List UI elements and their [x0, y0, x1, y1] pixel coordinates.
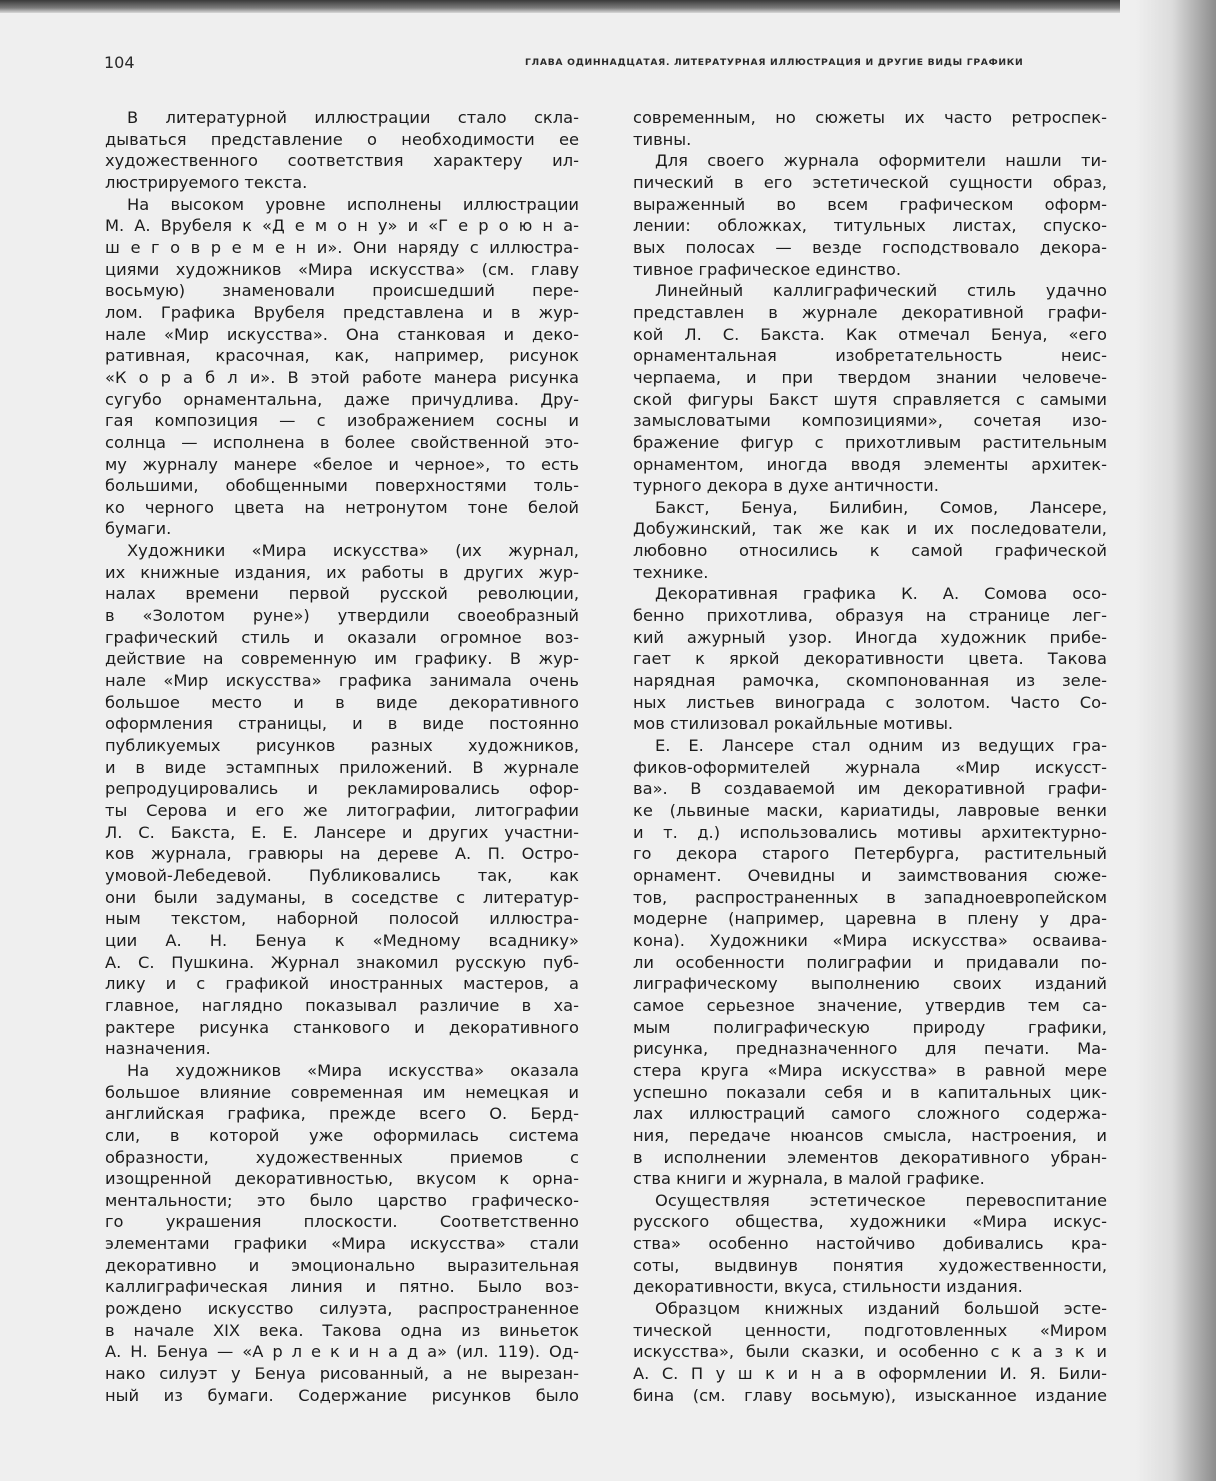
- text-line: представлен в журнале декоративной графи-: [633, 302, 1107, 322]
- text-line: умовой-Лебедевой. Публиковались так, как: [105, 865, 579, 885]
- text-line: На художников «Мира искусства» оказала: [127, 1060, 579, 1080]
- text-line: большими, обобщенными поверхностями толь-: [105, 476, 579, 496]
- text-line: Осуществляя эстетическое перевоспитание: [655, 1190, 1107, 1210]
- text-line: английская графика, прежде всего О. Берд-: [105, 1104, 579, 1124]
- page-edge-shadow: [1136, 0, 1216, 1481]
- text-line: ментальности; это было царство графическо-: [105, 1190, 579, 1210]
- text-line: графический стиль и оказали огромное воз-: [105, 627, 579, 647]
- text-line: любовно относились к самой графической: [633, 541, 1107, 561]
- text-line: сугубо орнаментальна, даже причудлива. Дру-: [105, 389, 579, 409]
- text-line: орнамент. Очевидны и заимствования сюже-: [633, 865, 1107, 885]
- text-line: и в виде эстампных приложений. В журнале: [105, 757, 579, 777]
- text-line: орнаментальная изобретательность неис-: [633, 346, 1107, 366]
- text-line: турного декора в духе античности.: [633, 476, 939, 496]
- text-line: орнаментом, иногда вводя элементы архитек-: [633, 454, 1107, 474]
- text-line: вых полосах — везде господствовало декора-: [633, 237, 1107, 257]
- text-line: бенно прихотлива, образуя на странице лег-: [633, 606, 1107, 626]
- text-line: ния, передаче нюансов смысла, настроения, и: [633, 1125, 1107, 1145]
- text-line: кий ажурный узор. Иногда художник прибе-: [633, 627, 1107, 647]
- text-line: искусства», были сказки, и особенно с к а з к и: [633, 1342, 1107, 1362]
- text-line: кона). Художники «Мира искусства» осваива-: [633, 930, 1107, 950]
- text-line: ративная, красочная, как, например, рисунок: [105, 346, 579, 366]
- text-line: ке (львиные маски, кариатиды, лавровые венки: [633, 801, 1107, 820]
- text-line: ты Серова и его же литографии, литографии: [105, 801, 579, 820]
- text-line: гает к яркой декоративности цвета. Такова: [633, 649, 1107, 669]
- text-line: ных листьев винограда с золотом. Часто Со-: [633, 692, 1107, 712]
- text-line: гая композиция — с изображением сосны и: [105, 411, 579, 431]
- text-line: действие на современную им графику. В жур-: [105, 649, 579, 669]
- text-line: На высоком уровне исполнены иллюстрации: [127, 194, 579, 214]
- text-line: самое серьезное значение, утвердив тем са-: [633, 995, 1107, 1015]
- text-line: ской фигуры Бакст шутя справляется с самыми: [633, 389, 1107, 409]
- text-line: А. С. Пушкина. Журнал знакомил русскую пуб-: [105, 952, 579, 972]
- text-line: лиграфическому выполнению своих изданий: [633, 974, 1107, 994]
- text-line: назначения.: [105, 1039, 211, 1059]
- text-line: в «Золотом руне») утвердили своеобразный: [105, 606, 579, 626]
- text-line: декоративности, вкуса, стильности издания.: [633, 1277, 1023, 1297]
- text-line: солнца — исполнена в более свойственной это-: [105, 432, 579, 452]
- text-line: налах времени первой русской революции,: [105, 584, 579, 604]
- text-line: Образцом книжных изданий большой эсте-: [655, 1299, 1107, 1319]
- text-line: Л. С. Бакста, Е. Е. Лансере и других участни-: [105, 822, 579, 842]
- text-line: ный из бумаги. Содержание рисунков было: [105, 1385, 579, 1405]
- text-line: большое место и в виде декоративного: [105, 692, 579, 712]
- text-line: технике.: [633, 562, 709, 582]
- text-line: А. С. П у ш к и н а в оформлении И. Я. Били-: [633, 1364, 1107, 1384]
- text-line: тической ценности, подготовленных «Миром: [633, 1320, 1107, 1340]
- text-line: бражение фигур с прихотливым растительным: [633, 432, 1107, 452]
- text-line: пический в его эстетической сущности образ,: [633, 172, 1107, 192]
- text-line: публикуемых рисунков разных художников,: [105, 736, 579, 756]
- text-line: Художники «Мира искусства» (их журнал,: [127, 541, 579, 561]
- text-line: лом. Графика Врубеля представлена и в жур-: [105, 302, 579, 322]
- text-line: оформления страницы, и в виде постоянно: [105, 714, 579, 734]
- text-line: ко черного цвета на нетронутом тоне белой: [105, 497, 579, 517]
- page-number: 104: [104, 53, 135, 72]
- text-line: мов стилизовал рокайльные мотивы.: [633, 714, 954, 734]
- text-line: нале «Мир искусства». Она станковая и деко-: [105, 324, 579, 344]
- text-line: А. Н. Бенуа — «А р л е к и н а д а» (ил. 119). Од-: [105, 1342, 579, 1362]
- text-line: они были задуманы, в соседстве с литератур-: [105, 887, 579, 907]
- text-line: каллиграфическая линия и пятно. Было воз-: [105, 1277, 579, 1297]
- running-head: ГЛАВА ОДИННАДЦАТАЯ. ЛИТЕРАТУРНАЯ ИЛЛЮСТРАЦИЯ И ДРУГИЕ ВИДЫ ГРАФИКИ: [525, 57, 1024, 68]
- right-column: [633, 107, 1107, 1406]
- text-line: М. А. Врубеля к «Д е м о н у» и «Г е р о ю н а-: [105, 216, 579, 236]
- text-line: ции А. Н. Бенуа к «Медному всаднику»: [105, 930, 579, 950]
- text-line: их книжные издания, их работы в других жур-: [105, 562, 579, 582]
- text-line: в исполнении элементов декоративного убран-: [633, 1147, 1107, 1167]
- text-line: декоративно и эмоционально выразительная: [105, 1255, 579, 1275]
- text-line: русского общества, художники «Мира искус-: [633, 1212, 1107, 1232]
- text-line: репродуцировались и рекламировались офор-: [105, 779, 579, 799]
- text-line: Е. Е. Лансере стал одним из ведущих гра-: [655, 736, 1107, 756]
- text-line: и т. д.) использовались мотивы архитектурно-: [633, 822, 1107, 842]
- text-line: В литературной иллюстрации стало скла-: [127, 108, 579, 127]
- text-line: циями художников «Мира искусства» (см. главу: [105, 259, 579, 279]
- text-line: главное, наглядно показывал различие в ха-: [105, 995, 579, 1015]
- text-line: кой Л. С. Бакста. Как отмечал Бенуа, «его: [633, 324, 1107, 344]
- text-line: «К о р а б л и». В этой работе манера рисунка: [105, 367, 579, 387]
- text-line: тивны.: [633, 129, 692, 149]
- text-line: рождено искусство силуэта, распространенное: [105, 1299, 579, 1319]
- text-line: му журналу манере «белое и черное», то есть: [105, 454, 579, 474]
- text-line: черпаема, и при твердом знании человече-: [633, 367, 1107, 387]
- text-line: выраженный во всем графическом оформ-: [633, 194, 1107, 214]
- text-line: образности, художественных приемов с: [105, 1147, 579, 1167]
- text-line: современным, но сюжеты их часто ретроспек-: [633, 108, 1107, 127]
- text-line: восьмую) знаменовали происшедший пере-: [105, 281, 579, 301]
- text-line: ства» особенно настойчиво добивались кра-: [633, 1234, 1107, 1254]
- text-line: го украшения плоскости. Соответственно: [105, 1212, 579, 1232]
- text-line: в начале XIX века. Такова одна из виньеток: [105, 1320, 579, 1340]
- text-line: сли, в которой уже оформилась система: [105, 1125, 579, 1145]
- text-line: нале «Мир искусства» графика занимала очень: [105, 671, 579, 691]
- text-line: бина (см. главу восьмую), изысканное издание: [633, 1385, 1107, 1405]
- text-line: рисунка, предназначенного для печати. Ма-: [633, 1039, 1107, 1059]
- text-line: Для своего журнала оформители нашли ти-: [655, 151, 1107, 171]
- top-rule: [0, 0, 1120, 13]
- text-line: тов, распространенных в западноевропейском: [633, 887, 1107, 907]
- text-line: ш е г о в р е м е н и». Они наряду с иллюстра-: [105, 237, 579, 257]
- left-column: [105, 107, 579, 1406]
- text-line: изощренной декоративностью, вкусом к орна-: [105, 1169, 579, 1189]
- text-line: ли особенности полиграфии и придавали по-: [633, 952, 1107, 972]
- text-line: дываться представление о необходимости ее: [105, 129, 579, 149]
- text-line: ным текстом, наборной полосой иллюстра-: [105, 909, 579, 929]
- text-line: рактере рисунка станкового и декоративного: [105, 1017, 579, 1037]
- text-line: мым полиграфическую природу графики,: [633, 1017, 1107, 1037]
- text-line: лах иллюстраций самого сложного содержа-: [633, 1104, 1107, 1124]
- text-line: соты, выдвинув понятия художественности,: [633, 1255, 1107, 1275]
- text-line: модерне (например, царевна в плену у дра-: [633, 909, 1107, 929]
- text-line: нако силуэт у Бенуа рисованный, а не вырезан-: [105, 1364, 579, 1384]
- text-line: ва». В создаваемой им декоративной графи-: [633, 779, 1107, 799]
- text-line: лику и с графикой иностранных мастеров, а: [105, 974, 579, 994]
- text-line: ков журнала, гравюры на дереве А. П. Остро-: [105, 844, 579, 864]
- text-line: ства книги и журнала, в малой графике.: [633, 1169, 985, 1189]
- text-line: замысловатыми композициями», сочетая изо-: [633, 411, 1107, 431]
- text-line: бумаги.: [105, 519, 172, 539]
- text-line: Линейный каллиграфический стиль удачно: [655, 281, 1107, 301]
- text-line: художественного соответствия характеру ил-: [105, 151, 579, 171]
- text-line: люстрируемого текста.: [105, 172, 308, 192]
- text-line: Добужинский, так же как и их последователи,: [633, 519, 1107, 539]
- text-line: лении: обложках, титульных листах, спуско-: [633, 216, 1107, 236]
- text-line: большое влияние современная им немецкая и: [105, 1082, 579, 1102]
- text-line: Декоративная графика К. А. Сомова осо-: [655, 584, 1107, 604]
- text-line: фиков-оформителей журнала «Мир искусст-: [633, 757, 1107, 777]
- text-line: элементами графики «Мира искусства» стали: [105, 1234, 579, 1254]
- text-line: го декора старого Петербурга, растительный: [633, 844, 1107, 864]
- text-line: тивное графическое единство.: [633, 259, 902, 279]
- text-line: нарядная рамочка, скомпонованная из зеле-: [633, 671, 1107, 691]
- text-line: стера круга «Мира искусства» в равной мере: [633, 1060, 1107, 1080]
- text-line: Бакст, Бенуа, Билибин, Сомов, Лансере,: [655, 497, 1107, 517]
- text-line: успешно показали себя и в капитальных цик-: [633, 1082, 1107, 1102]
